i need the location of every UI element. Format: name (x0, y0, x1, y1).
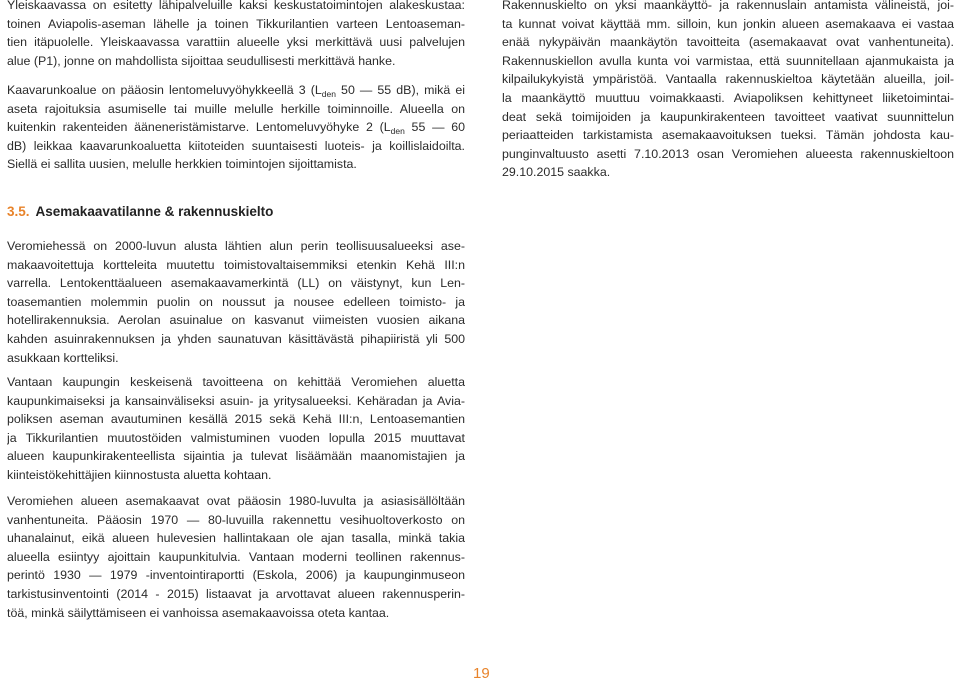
text-line: toinen Aviapolis-aseman lähelle ja toinen Tikkurilantien varteen Lentoaseman- (7, 16, 465, 31)
section-heading (7, 204, 273, 219)
paragraph-outdated-plans (7, 492, 465, 622)
text-fragment: kuitenkin rakenteiden ääneneristämistarve. Lentomeluvyöhyke 2 (L (7, 120, 391, 135)
text-line: tien itäpuolelle. Yleiskaavassa varattiin alueelle yksi merkittävä uusi palvelujen (7, 35, 465, 50)
text-line: tarkistusinventointi (2014 - 2015) listaavat ja arvottavat alueen rakennusperin- (7, 586, 465, 601)
text-line: kahden asuinrakennuksen ja yhden saunatuvan käsittävästä pihapiiristä yli 500 (7, 331, 465, 346)
text-line: makaavoitettuja kortteleita muutettu toimistovaltaisemmiksi etenkin Kehä III:n (7, 257, 465, 272)
text-fragment: 55 — 60 (404, 120, 465, 135)
text-line: dB) leikkaa kaavarunkoaluetta kiitoteiden suuntaisesti luoteis- ja koillislaidoilta. (7, 138, 465, 153)
text-line: töä, minkä säilyttämiseen ei vanhoissa asemakaavoissa oteta kantaa. (7, 605, 390, 620)
text-line (7, 81, 465, 100)
text-line: vanhentuneita. Pääosin 1970 — 80-luvuilla rakennettu vesihuoltoverkosto on (7, 512, 465, 527)
text-line: enää nykypäivän maankäytön tavoitteita (asemakaavat ovat vanhentuneita). (502, 35, 954, 50)
text-line: ja Tikkurilantien muutostöiden valmistuminen vuoden lopulla 2015 muuttavat (7, 430, 465, 445)
paragraph-building-ban (502, 0, 954, 182)
text-line: hotellirakennuksia. Aerolan asuinalue on kasvanut viimeisten vuosien aikana (7, 313, 465, 328)
text-line: kaupunkimaiseksi ja kansainväliseksi asuin- ja yritysalueeksi. Kehäradan ja Avia- (7, 393, 465, 408)
text-line: asukkaan kortteliksi. (7, 350, 119, 365)
text-line: ta kunnat voivat käyttää mm. silloin, kun jonkin alueen asemakaava ei vastaa (502, 16, 954, 31)
text-line: uhanalainut, eikä alueen hulevesien hallintakaan ole ajan tasalla, minkä takia (7, 531, 465, 546)
text-line: la maankäyttö muuttuu voimakkaasti. Aviapoliksen kehittyneet liiketoimintai- (502, 90, 954, 105)
subscript-den: den (390, 126, 405, 137)
text-line: alue (P1), jonne on mahdollista sijoittaa seudullisesti merkittävä hanke. (7, 53, 396, 68)
text-line (7, 118, 465, 137)
text-line: Veromiehen alueen asemakaavat ovat pääosin 1980-luvulta ja asiasisällöltään (7, 494, 465, 508)
text-line: poliksen aseman avautuminen kesällä 2015 sekä Kehä III:n, Lentoasemantien (7, 412, 465, 427)
paragraph-veromies-history (7, 237, 465, 367)
text-line: Veromiehessä on 2000-luvun alusta lähtien alun perin teollisuusalueeksi ase- (7, 239, 465, 253)
text-line: aseta rajoituksia asumiselle tai muille melulle herkille toiminnoille. Alueella on (7, 101, 465, 116)
text-line: toasemantien molemmin puolin on noussut ja nousee edelleen toimisto- ja (7, 294, 465, 309)
text-line: deat sekä toimijoiden ja kaupunkirakenteen tavoitteet vaativat suunnittelun (502, 109, 954, 124)
text-line: varrella. Lentokenttäalueen asemakaavamerkintä (LL) on väistynyt, kun Len- (7, 276, 465, 291)
text-line: alueen kaupunkirakenteellista sijaintia ja tulevat lisäämään maanomistajien ja (7, 449, 465, 464)
text-line: kiinteistökehittäjien kiinnostusta aluetta kohtaan. (7, 467, 272, 482)
text-line: Siellä ei sallita uusien, melulle herkkien toimintojen sijoittamista. (7, 157, 357, 172)
section-title: Asemakaavatilanne & rakennuskielto (35, 204, 274, 219)
text-line: perintö 1930 — 1979 -inventointiraportti (Eskola, 2006) ja kaupunginmuseon (7, 568, 465, 583)
page-number: 19 (473, 665, 490, 682)
text-line: Yleiskaavassa on esitetty lähipalveluille kaksi keskustatoimintojen alakeskustaa: (7, 0, 465, 12)
text-line: Rakennuskielto on yksi maankäyttö- ja rakennuslain antamista välineistä, joi- (502, 0, 954, 12)
text-line: 29.10.2015 saakka. (502, 165, 611, 180)
paragraph-aircraft-noise (7, 81, 465, 174)
paragraph-vantaa-goals (7, 373, 465, 485)
paragraph-service-centers (7, 0, 465, 70)
text-line: periaatteiden tarkistamista asemakaavoituksen tueksi. Tämän johdosta kau- (502, 128, 954, 143)
text-fragment: Kaavarunkoalue on pääosin lentomeluvyöhykkeellä 3 (L (7, 83, 322, 97)
text-line: alueella esiintyy ajoittain kaupunkitulvia. Vantaan moderni teollinen rakennus- (7, 549, 465, 564)
text-line: Vantaan kaupungin keskeisenä tavoitteena on kehittää Veromiehen aluetta (7, 375, 465, 389)
text-fragment: 50 — 55 dB), mikä ei (335, 83, 465, 97)
text-line: punginvaltuusto asetti 7.10.2013 osan Veromiehen alueesta rakennuskieltoon (502, 146, 954, 161)
text-line: Rakennuskiellon avulla kunta voi varmistaa, että suunnitellaan ajanmukaista ja (502, 53, 954, 68)
text-line: kilpailukykyistä ympäristöä. Vantaalla rakennuskieltoa käytetään alueilla, joil- (502, 72, 954, 87)
section-number: 3.5. (7, 204, 30, 219)
subscript-den: den (321, 89, 336, 99)
